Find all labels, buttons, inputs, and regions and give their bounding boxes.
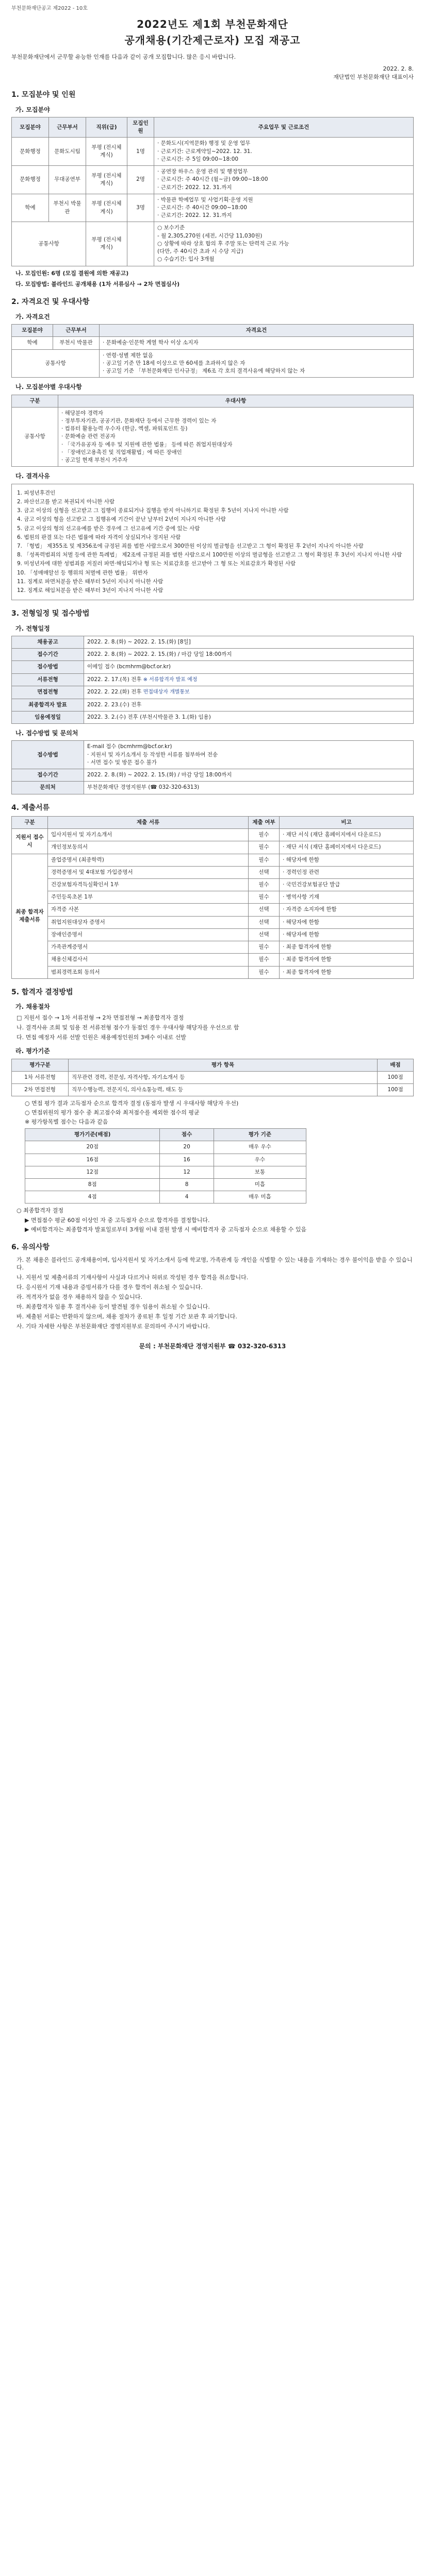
schedule-table [11, 636, 414, 724]
final-decision-1: ▶ 면접점수 평균 60점 이상인 자 중 고득점자 순으로 합격자를 결정합니다. [25, 1217, 210, 1224]
col-header: 주요업무 및 근로조건 [154, 117, 414, 138]
table-cell: 1차 서류전형 [12, 1071, 69, 1083]
table-row [12, 166, 414, 194]
table-cell: · 최종 합격자에 한함 [280, 966, 414, 978]
col-header: 모집분야 [12, 325, 53, 337]
table-cell [127, 222, 154, 266]
table-cell: 매우 미흡 [214, 1191, 306, 1204]
caution-item: 사. 기타 자세한 사항은 부천문화재단 경영지원부로 문의하여 주시기 바랍니다. [17, 1323, 210, 1330]
table-cell: · 박물관 학예업무 및 사업기획·운영 지원 · 근로시간: 주 40시간 09:00~18:00 · 근로기간: 2022. 12. 31.까지 [154, 194, 414, 222]
col-header: 평가 항목 [69, 1059, 378, 1071]
table-cell: · 병역사항 기재 [280, 891, 414, 904]
row-header: 접수방법 [12, 741, 84, 769]
list-item: 7. 「형법」 제355조 및 제356조에 규정된 죄를 범한 사람으로서 300만원 이상의 벌금형을 선고받고 그 형이 확정된 후 2년이 지나지 아니한 사람 [17, 543, 364, 549]
table-cell: 20 [160, 1141, 214, 1154]
qualification-table [11, 324, 414, 378]
table-row [25, 1191, 306, 1204]
table-cell: 개인정보동의서 [48, 841, 249, 854]
table-cell: 2022. 2. 22.(화) 전후 면접대상자 개별통보 [84, 686, 414, 699]
footer-contact: 문의 : 부천문화재단 경영지원부 ☎ 032-320-6313 [139, 1343, 286, 1350]
table-row [12, 699, 414, 711]
col-header: 평가 기준 [214, 1129, 306, 1141]
section-2a-title: 가. 자격요건 [15, 313, 50, 320]
disqualification-title: 다. 결격사유 [15, 472, 50, 480]
table-cell: 2022. 2. 8.(화) ~ 2022. 2. 15.(화) / 마감 당일 18:00까지 [84, 649, 414, 661]
table-cell: 문화행정 [12, 138, 49, 166]
table-cell: 취업지원대상자 증명서 [48, 916, 249, 928]
table-cell: 1명 [127, 138, 154, 166]
caution-item: 가. 본 채용은 블라인드 공개채용이며, 입사지원서 및 자기소개서 등에 학교명, 가족관계 등 개인을 식별할 수 있는 내용을 기재하는 경우 불이익을 받을 수 있습니다. [17, 1256, 413, 1272]
table-row [12, 878, 414, 891]
process-line: □ 지원서 접수 → 1차 서류전형 → 2차 면접전형 → 최종합격자 결정 [17, 1014, 184, 1022]
table-cell: 필수 [249, 954, 280, 966]
table-cell: · 경력인정 관련 [280, 866, 414, 878]
table-row [12, 636, 414, 649]
table-row [12, 661, 414, 673]
table-cell: 4점 [25, 1191, 160, 1204]
section-1-title: 1. 모집분야 및 인원 [11, 91, 76, 99]
table-cell: 보통 [214, 1166, 306, 1178]
table-cell: 이메일 접수 (bcmhrm@bcf.or.kr) [84, 661, 414, 673]
table-row [12, 407, 414, 467]
list-item: 10. 「성매매알선 등 행위의 처벌에 관한 법률」 위반자 [17, 569, 148, 576]
table-row [12, 741, 414, 769]
caution-item: 라. 적격자가 없을 경우 채용하지 않을 수 있습니다. [17, 1294, 142, 1301]
eval-note-3: ※ 평가항목별 점수는 다음과 같음 [25, 1118, 108, 1126]
table-cell: 2022. 2. 8.(화) ~ 2022. 2. 15.(화) [8일] [84, 636, 414, 649]
caution-list [11, 1256, 414, 1331]
list-item: 8. 「성폭력범죄의 처벌 등에 관한 특례법」 제2조에 규정된 죄를 범한 사람으로서 100만원 이상의 벌금형을 선고받고 그 형이 확정된 후 3년이 지나지 아니한 사람 [17, 552, 402, 558]
eval-note-2: ○ 면접위원의 평가 점수 중 최고점수와 최저점수를 제외한 점수의 평균 [25, 1109, 200, 1116]
list-item: 6. 법원의 판결 또는 다른 법률에 따라 자격이 상실되거나 정지된 사람 [17, 534, 181, 540]
table-cell: · 공연장 하우스 운영 관리 및 행정업무 · 근로시간: 주 40시간 (월~금) 09:00~18:00 · 근로기간: 2022. 12. 31.까지 [154, 166, 414, 194]
table-cell: 부평 (전시체계식) [86, 138, 127, 166]
table-cell: 선택 [249, 916, 280, 928]
table-cell: · 최종 합격자에 한함 [280, 941, 414, 954]
table-cell: 필수 [249, 841, 280, 854]
table-cell: 8 [160, 1178, 214, 1191]
col-header: 제출 여부 [249, 816, 280, 828]
table-cell: 필수 [249, 829, 280, 841]
table-cell: 2022. 2. 17.(목) 전후 ※ 서류합격자 발표 예정 [84, 673, 414, 686]
section-5-title: 5. 합격자 결정방법 [11, 988, 73, 996]
col-header: 모집인원 [127, 117, 154, 138]
table-cell: 무대공연부 [49, 166, 86, 194]
col-header: 제출 서류 [48, 816, 249, 828]
row-header: 임용예정일 [12, 711, 84, 723]
table-cell: · 문화예술·인문학 계열 학사 이상 소지자 [100, 337, 414, 349]
section-5b-title: 라. 평가기준 [15, 1047, 50, 1055]
table-cell: 16 [160, 1154, 214, 1166]
col-header: 점수 [160, 1129, 214, 1141]
table-cell: 미흡 [214, 1178, 306, 1191]
table-cell: 부평 (전시체계식) [86, 222, 127, 266]
table-cell: 선택 [249, 928, 280, 941]
final-decision-2: ▶ 예비합격자는 최종합격자 발표일로부터 3개월 이내 결원 발생 시 예비합격자 중 고득점자 순으로 채용할 수 있음 [25, 1226, 307, 1233]
section-2-title: 2. 자격요건 및 우대사항 [11, 298, 90, 307]
caution-item: 나. 지원서 및 제출서류의 기재사항이 사실과 다르거나 허위로 작성된 경우 합격을 취소합니다. [17, 1274, 249, 1281]
col-header: 우대사항 [58, 395, 414, 407]
documents-table [11, 816, 414, 979]
table-cell: 16점 [25, 1154, 160, 1166]
col-header: 배점 [378, 1059, 414, 1071]
table-row [12, 916, 414, 928]
table-row [12, 1071, 414, 1083]
section-4-title: 4. 제출서류 [11, 803, 50, 812]
section-3b-title: 나. 접수방법 및 문의처 [15, 730, 78, 737]
table-row [25, 1141, 306, 1154]
row-header: 접수기간 [12, 649, 84, 661]
table-cell: 주민등록초본 1부 [48, 891, 249, 904]
table-cell: 필수 [249, 891, 280, 904]
table-cell: · 연령·성별 제한 없음 · 공고일 기준 만 18세 이상으로 만 60세를 초과하지 않은 자 · 공고일 기준 「부천문화재단 인사규정」 제6조 각 호의 결격사유에 해당하지 않는 자 [100, 349, 414, 378]
table-cell: 2명 [127, 166, 154, 194]
row-header: 서류전형 [12, 673, 84, 686]
table-cell: 선택 [249, 866, 280, 878]
col-header: 근무부서 [53, 325, 100, 337]
table-row [12, 829, 414, 841]
score-table [25, 1128, 306, 1204]
table-cell: · 문화도시(지역문화) 행정 및 운영 업무 · 근로기간: 근로계약일~2022. 12. 31. · 근로시간: 주 5일 09:00~18:00 [154, 138, 414, 166]
disqualification-list [11, 484, 414, 601]
col-header: 모집분야 [12, 117, 49, 138]
table-row [12, 673, 414, 686]
table-cell: 8점 [25, 1178, 160, 1191]
page-title-line-2: 공개채용(기간제근로자) 모집 재공고 [124, 33, 301, 46]
table-cell: · 재단 서식 (재단 홈페이지에서 다운로드) [280, 841, 414, 854]
table-row [12, 954, 414, 966]
table-row [12, 928, 414, 941]
list-item: 9. 미성년자에 대한 성범죄를 저질러 파면·해임되거나 형 또는 치료감호를 선고받아 그 형 또는 치료감호가 확정된 사람 [17, 561, 296, 567]
list-item: 3. 금고 이상의 실형을 선고받고 그 집행이 종료되거나 집행을 받지 아니하기로 확정된 후 5년이 지나지 아니한 사람 [17, 507, 289, 514]
table-cell: ○ 보수기준 - 월 2,305,270원 (세전, 시간당 11,030원) ○ 상황에 따라 상호 합의 후 주말 또는 탄력적 근로 가능 (다만, 주 40시간 초과 시 수당 지급) ○ 수습기간: 입사 3개월 [154, 222, 414, 266]
table-cell: 필수 [249, 854, 280, 866]
schedule-note: ※ 서류합격자 발표 예정 [141, 676, 198, 683]
table-cell: 2022. 3. 2.(수) 전후 (부천시박물관 3. 1.(화) 임용) [84, 711, 414, 723]
eval-note-1: ○ 면접 평가 결과 고득점자 순으로 합격자 결정 (동점자 발생 시 우대사항 해당자 우선) [25, 1100, 239, 1107]
schedule-note: 면접대상자 개별통보 [141, 689, 190, 696]
col-header: 구분 [12, 395, 58, 407]
caution-item: 마. 최종합격자 임용 후 결격사유 등이 발견될 경우 임용이 취소될 수 있습니다. [17, 1303, 210, 1311]
page-title-line-1: 2022년도 제1회 부천문화재단 [137, 18, 288, 30]
col-header: 직위(급) [86, 117, 127, 138]
table-row [12, 941, 414, 954]
row-header: 접수방법 [12, 661, 84, 673]
table-cell: 범죄경력조회 동의서 [48, 966, 249, 978]
section-3-title: 3. 전형일정 및 접수방법 [11, 609, 90, 618]
final-decision-title: ○ 최종합격자 결정 [17, 1207, 63, 1214]
list-item: 11. 징계로 파면처분을 받은 때부터 5년이 지나지 아니한 사람 [17, 578, 164, 585]
table-cell: 직무수행능력, 전문지식, 의사소통능력, 태도 등 [69, 1084, 378, 1096]
table-row [12, 769, 414, 782]
table-cell: 공통사항 [12, 349, 100, 378]
table-row [12, 686, 414, 699]
list-item: 2. 파산선고를 받고 복권되지 아니한 사람 [17, 498, 115, 505]
section-2b-title: 나. 모집분야별 우대사항 [15, 383, 82, 391]
table-cell: 2022. 2. 8.(화) ~ 2022. 2. 15.(화) / 마감 당일 18:00까지 [84, 769, 414, 782]
application-method-table [11, 740, 414, 794]
caution-item: 바. 제출된 서류는 반환하지 않으며, 채용 절차가 종료된 후 일정 기간 보관 후 파기합니다. [17, 1313, 237, 1320]
table-row [12, 194, 414, 222]
table-row [12, 866, 414, 878]
table-row [12, 966, 414, 978]
table-cell: 12 [160, 1166, 214, 1178]
issuer: 재단법인 부천문화재단 대표이사 [333, 74, 414, 81]
table-cell: 100점 [378, 1071, 414, 1083]
table-cell: 직무관련 경력, 전문성, 자격사항, 자기소개서 등 [69, 1071, 378, 1083]
row-header: 채용공고 [12, 636, 84, 649]
table-row [12, 841, 414, 854]
title-block [11, 17, 414, 48]
row-header: 최종합격자 발표 [12, 699, 84, 711]
table-cell: · 국민건강보험공단 발급 [280, 878, 414, 891]
row-header: 문의처 [12, 782, 84, 794]
table-cell: 문화도시팀 [49, 138, 86, 166]
recruit-method-note: 다. 모집방법: 블라인드 공개채용 (1차 서류심사 → 2차 면접심사) [15, 281, 180, 288]
table-cell: 부평 (전시체계식) [86, 166, 127, 194]
table-cell: 2차 면접전형 [12, 1084, 69, 1096]
table-cell: · 해당자에 한함 [280, 916, 414, 928]
table-row [12, 649, 414, 661]
table-cell: 가족관계증명서 [48, 941, 249, 954]
table-cell: 100점 [378, 1084, 414, 1096]
table-cell: 12점 [25, 1166, 160, 1178]
notice-date: 2022. 2. 8. [383, 65, 414, 73]
table-cell: E-mail 접수 (bcmhrm@bcf.or.kr) · 지원서 및 자기소개서 등 작성한 서류를 첨부하여 전송 · 서면 접수 및 방문 접수 불가 [84, 741, 414, 769]
table-row [25, 1178, 306, 1191]
group-cell: 지원서 접수시 [12, 829, 48, 854]
process-note-1: 나. 결격사유 조회 및 임용 전 서류전형 점수가 동점인 경우 우대사항 해당자를 우선으로 함 [17, 1024, 239, 1031]
table-cell: 경력증명서 및 4대보험 가입증명서 [48, 866, 249, 878]
table-cell: 공통사항 [12, 407, 58, 467]
table-cell: 3명 [127, 194, 154, 222]
intro-text: 부천문화재단에서 군무할 유능한 인재를 다음과 같이 공개 모집합니다. 많은 응시 바랍니다. [11, 53, 236, 60]
list-item: 1. 피성년후견인 [17, 489, 56, 496]
section-5a-title: 가. 채용절차 [15, 1003, 50, 1011]
notice-number: 부천문화재단공고 제2022 - 10호 [11, 6, 88, 11]
table-cell: 우수 [214, 1154, 306, 1166]
table-cell: · 최종 합격자에 한함 [280, 954, 414, 966]
table-row [12, 854, 414, 866]
table-cell: 부천문화재단 경영지원부 (☎ 032-320-6313) [84, 782, 414, 794]
table-cell: 필수 [249, 878, 280, 891]
table-row [12, 138, 414, 166]
table-cell: 4 [160, 1191, 214, 1204]
table-row [12, 782, 414, 794]
section-6-title: 6. 유의사항 [11, 1243, 50, 1252]
table-cell: 2022. 2. 23.(수) 전후 [84, 699, 414, 711]
table-cell: 장애인증명서 [48, 928, 249, 941]
table-cell: 매우 우수 [214, 1141, 306, 1154]
table-cell: · 재단 서식 (재단 홈페이지에서 다운로드) [280, 829, 414, 841]
row-header: 면접전형 [12, 686, 84, 699]
list-item: 12. 징계로 해임처분을 받은 때부터 3년이 지나지 아니한 사람 [17, 587, 164, 594]
evaluation-table [11, 1059, 414, 1097]
table-row [12, 1084, 414, 1096]
table-cell: · 자격증 소지자에 한함 [280, 904, 414, 916]
group-cell: 최종 합격자 제출서류 [12, 854, 48, 978]
table-cell: 공통사항 [12, 222, 86, 266]
table-cell: 20점 [25, 1141, 160, 1154]
table-cell: 부천시 박물관 [53, 337, 100, 349]
table-row [12, 349, 414, 378]
col-header: 구분 [12, 816, 48, 828]
table-row [12, 891, 414, 904]
table-cell: 채용신체검사서 [48, 954, 249, 966]
table-cell: 학예 [12, 337, 53, 349]
table-row [12, 337, 414, 349]
table-row [12, 904, 414, 916]
table-cell: 부천시 박물관 [49, 194, 86, 222]
table-row [25, 1166, 306, 1178]
col-header: 비고 [280, 816, 414, 828]
caution-item: 다. 응시원서 기재 내용과 증빙서류가 다를 경우 합격이 취소될 수 있습니다. [17, 1284, 203, 1291]
col-header: 평가구분 [12, 1059, 69, 1071]
table-row [12, 711, 414, 723]
table-cell: 학예 [12, 194, 49, 222]
table-cell: · 해당자에 한함 [280, 928, 414, 941]
recruit-field-table [11, 117, 414, 266]
col-header: 자격요건 [100, 325, 414, 337]
table-cell: 필수 [249, 966, 280, 978]
recruit-count-note: 나. 모집인원: 6명 (모집 결원에 의한 재공고) [15, 269, 129, 277]
table-row [25, 1154, 306, 1166]
col-header: 근무부서 [49, 117, 86, 138]
table-cell: 건강보험자격득실확인서 1부 [48, 878, 249, 891]
table-cell: 필수 [249, 941, 280, 954]
row-header: 접수기간 [12, 769, 84, 782]
table-cell: 입사지원서 및 자기소개서 [48, 829, 249, 841]
table-cell: 부평 (전시체계식) [86, 194, 127, 222]
preference-table [11, 395, 414, 467]
table-cell: 자격증 사본 [48, 904, 249, 916]
table-cell: · 해당분야 경력자 · 정부투자기관, 공공기관, 문화재단 등에서 근무한 경력이 있는 자 · 컴퓨터 활용능력 우수자 (한글, 엑셀, 파워포인트 등) · 문화예술 관련 전공자 · 「국가유공자 등 예우 및 지원에 관한 법률」 등에 따른 취업지원대상자 · 「장애인고용촉진 및 직업재활법」에 따른 장애인 · 공고일 현재 부천시 거주자 [58, 407, 414, 467]
list-item: 4. 금고 이상의 형을 선고받고 그 집행유예 기간이 끝난 날부터 2년이 지나지 아니한 사람 [17, 516, 226, 523]
section-3a-title: 가. 전형일정 [15, 624, 50, 632]
table-cell: 선택 [249, 904, 280, 916]
list-item: 5. 금고 이상의 형의 선고유예를 받은 경우에 그 선고유예 기간 중에 있는 사람 [17, 525, 200, 532]
col-header: 평가기준(배점) [25, 1129, 160, 1141]
table-cell: 졸업증명서 (최종학력) [48, 854, 249, 866]
table-row [12, 222, 414, 266]
process-note-2: 다. 면접 예정자 서류 선발 인원은 채용예정인원의 3배수 이내로 선발 [17, 1034, 186, 1041]
table-cell: 문화행정 [12, 166, 49, 194]
section-1a-title: 가. 모집분야 [15, 106, 50, 113]
table-cell: · 해당자에 한함 [280, 854, 414, 866]
